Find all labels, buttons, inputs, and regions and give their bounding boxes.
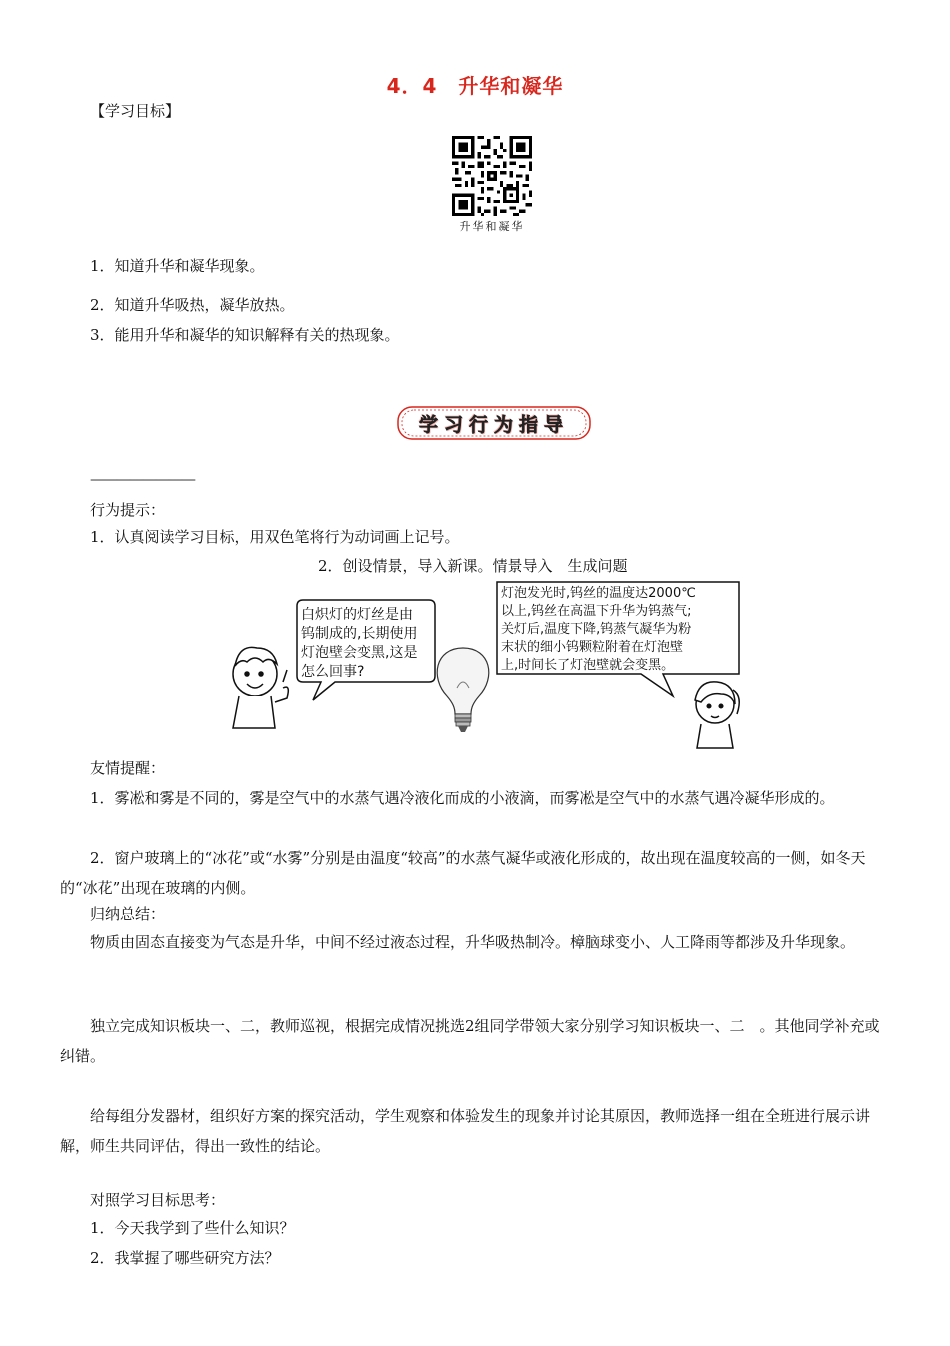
boy-bubble-text <box>301 606 435 682</box>
objective-item-1: 1．知道升华和凝华现象。 <box>90 257 265 275</box>
boy-bubble-line: 怎么回事? <box>301 664 365 680</box>
qr-caption: 升华和凝华 <box>459 220 525 233</box>
objective-item-3: 3．能用升华和凝华的知识解释有关的热现象。 <box>90 326 400 344</box>
boy-bubble-line: 灯泡壁会变黑,这是 <box>301 645 418 661</box>
boy-icon <box>233 647 288 728</box>
reminder-item-1: 1．雾凇和雾是不同的，雾是空气中的水蒸气遇冷液化而成的小液滴，而雾凇是空气中的水蒸气遇冷凝华形成的。 <box>90 789 835 807</box>
hint-item-1: 1．认真阅读学习目标，用双色笔将行为动词画上记号。 <box>90 528 460 546</box>
girl-icon <box>695 682 739 748</box>
qr-code <box>452 136 532 220</box>
girl-bubble-text <box>501 585 696 675</box>
activity-paragraph-1: 独立完成知识板块一、二，教师巡视，根据完成情况挑选2组同学带领大家分别学习知识板块一、二 。其他同学补充或纠错。 <box>60 1017 880 1065</box>
reflection-question-1: 1．今天我学到了些什么知识？ <box>90 1219 295 1237</box>
summary-text: 物质由固态直接变为气态是升华，中间不经过液态过程，升华吸热制冷。樟脑球变小、人工降雨等都涉及升华现象。 <box>90 933 856 951</box>
page-title: 4．4 升华和凝华 <box>386 74 564 98</box>
activity-paragraph-2: 给每组分发器材，组织好方案的探究活动，学生观察和体验发生的现象并讨论其原因，教师选择一组在全班进行展示讲解，师生共同评估，得出一致性的结论。 <box>60 1107 871 1155</box>
banner-text: 学习行为指导 <box>418 414 569 436</box>
reminder-label: 友情提醒： <box>90 759 166 777</box>
divider-dash: ———————— <box>90 470 194 488</box>
boy-bubble-line: 钨制成的,长期使用 <box>301 626 418 642</box>
light-bulb-icon <box>437 648 489 732</box>
reflection-label: 对照学习目标思考： <box>90 1191 226 1209</box>
reminder-item-2: 2．窗户玻璃上的“冰花”或“水雾”分别是由温度“较高”的水蒸气凝华或液化形成的，故出现在温度较高的一侧，如冬天的“冰花”出现在玻璃的内侧。 <box>60 849 866 897</box>
girl-bubble-line: 以上,钨丝在高温下升华为钨蒸气; <box>501 604 692 619</box>
hint-item-2: 2．创设情景，导入新课。情景导入 生成问题 <box>318 557 628 575</box>
girl-bubble-line: 末状的细小钨颗粒附着在灯泡壁 <box>501 640 684 655</box>
objectives-heading: 【学习目标】 <box>90 102 181 120</box>
girl-bubble-line: 灯泡发光时,钨丝的温度达2000℃ <box>501 586 696 601</box>
section-banner <box>396 405 592 441</box>
reflection-question-2: 2．我掌握了哪些研究方法？ <box>90 1249 280 1267</box>
girl-bubble-line: 关灯后,温度下降,钨蒸气凝华为粉 <box>501 622 692 637</box>
illustration <box>225 578 745 750</box>
summary-label: 归纳总结： <box>90 905 166 923</box>
hint-label: 行为提示： <box>90 501 166 519</box>
girl-bubble-line: 上,时间长了灯泡壁就会变黑。 <box>501 658 675 673</box>
boy-bubble-line: 白炽灯的灯丝是由 <box>301 607 413 623</box>
qr-code-image <box>452 136 532 216</box>
objective-item-2: 2．知道升华吸热，凝华放热。 <box>90 296 295 314</box>
